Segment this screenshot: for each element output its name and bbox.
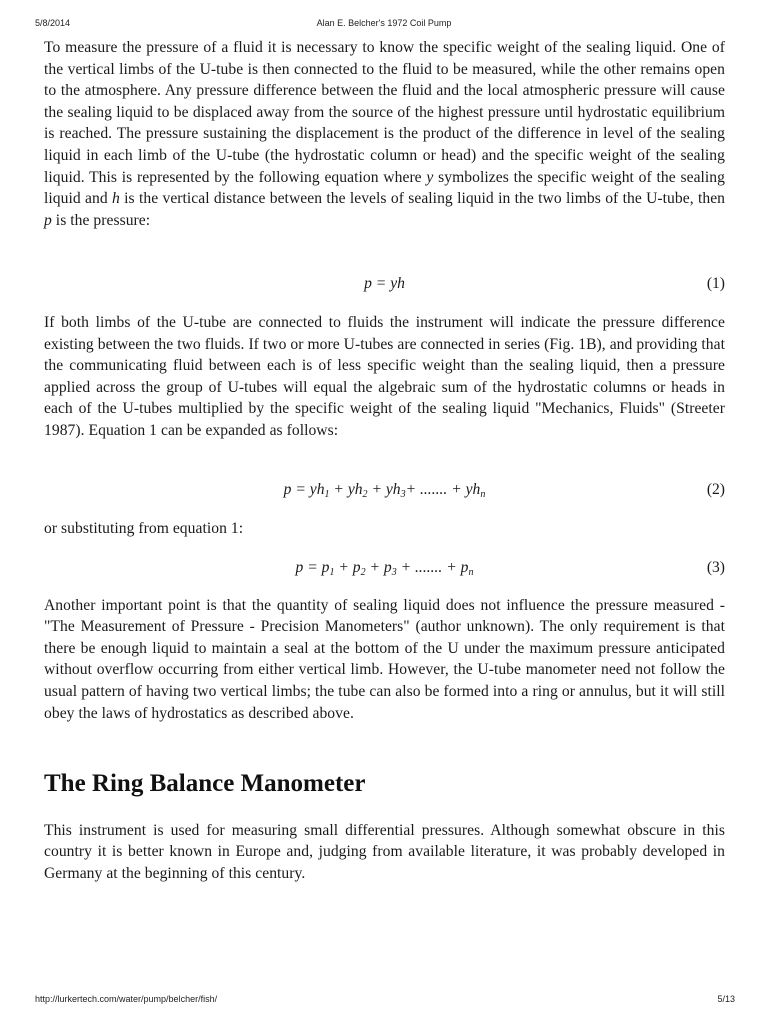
paragraph-3: or substituting from equation 1: [44,520,244,537]
equation-1-formula: p = yh [364,275,405,292]
equation-3-formula: $p = p_1 + p_2 + p_3$ + ....... + $p_n$ [295,558,474,578]
equation-2-number: (2) [706,481,725,498]
document-body [44,37,725,884]
footer-url[interactable]: http://lurkertech.com/water/pump/belcher/fish/ [35,994,218,1004]
equation-2 [44,479,725,501]
section-heading: The Ring Balance Manometer [44,769,366,797]
paragraph-1: To measure the pressure of a fluid it is necessary to know the specific weight of the sealing liquid. One of the vertical limbs of the U-tube is then connected to the fluid to be measured, while the other remains open to the atmosphere. Any pressure difference between the fluid and the local atmospheric pressure will cause the sealing liquid to be displaced away from the source of the highest pressure until hydrostatic equilibrium is reached. The pressure sustaining the displacement is the product of the difference in level of the sealing liquid in each limb of the U-tube (the hydrostatic column or head) and the specific weight of the sealing liquid. This is represented by the following equation where y symbolizes the specific weight of the sealing liquid and h is the vertical distance between the levels of sealing liquid in the two limbs of the U-tube, then p is the pressure: [44,39,726,229]
paragraph-5: This instrument is used for measuring small differential pressures. Although somewhat obscure in this country it is better known in Europe and, judging from available literature, it was probably developed in Germany at the beginning of this century. [44,821,725,882]
paragraph-2: If both limbs of the U-tube are connected to fluids the instrument will indicate the pressure difference existing between the two fluids. If two or more U-tubes are connected in series (Fig. 1B), and providing that the communicating fluid between each is of less specific weight than the sealing liquid, then a pressure applied across the group of U-tubes will equal the algebraic sum of the hydrostatic columns or heads in each of the U-tubes multiplied by the specific weight of the sealing liquid "Mechanics, Fluids" (Streeter 1987). Equation 1 can be expanded as follows: [44,314,725,439]
equation-3-number: (3) [706,558,725,576]
footer-page-number: 5/13 [717,994,735,1004]
equation-2-formula: $p = yh_1 + yh_2 + yh_3+$ ....... + $yh_n$ [283,481,486,500]
equation-1 [44,273,725,295]
equation-3 [44,557,725,579]
paragraph-4: Another important point is that the quantity of sealing liquid does not influence the pressure measured - "The Measurement of Pressure - Precision Manometers" (author unknown). The only requirement is that there be enough liquid to maintain a seal at the bottom of the U under the maximum pressure anticipated without overflow occurring from either vertical limb. However, the U-tube manometer need not follow the usual pattern of having two vertical limbs; the tube can also be formed into a ring or annulus, but it will still obey the laws of hydrostatics as described above. [44,596,725,722]
equation-1-number: (1) [706,275,725,292]
header-title: Alan E. Belcher's 1972 Coil Pump [316,18,452,28]
header-date: 5/8/2014 [35,18,71,28]
